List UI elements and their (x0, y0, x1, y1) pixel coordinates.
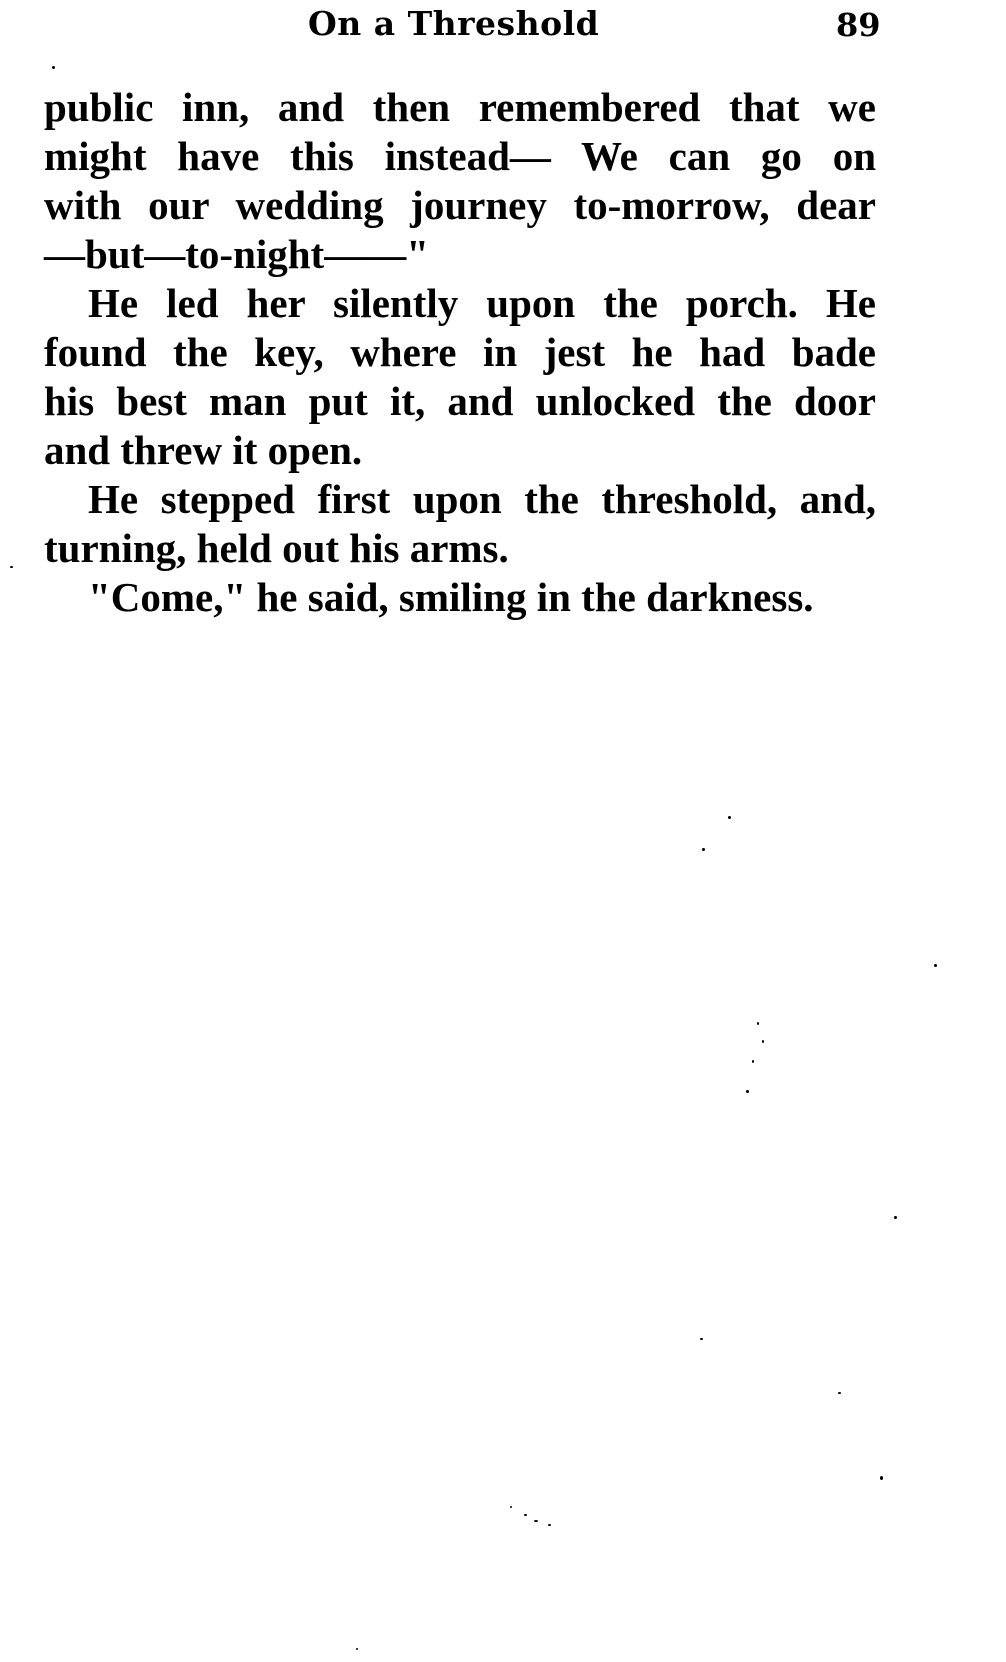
running-head (0, 4, 1006, 54)
scan-speck (700, 1338, 703, 1340)
scan-speck (746, 1090, 749, 1093)
text-line: with our wedding journey to-morrow, dear (44, 182, 876, 228)
paragraph (44, 573, 876, 622)
scan-speck (534, 1520, 538, 1522)
scan-speck (702, 848, 705, 851)
text-line: —but—to-night——" (44, 231, 429, 277)
text-line: "Come," he said, smiling in the darkness. (88, 574, 814, 620)
scan-speck (52, 66, 55, 69)
text-line: public inn, and then remembered that we (44, 84, 876, 130)
scan-speck (934, 964, 937, 967)
scan-speck (548, 1524, 551, 1526)
scan-speck (752, 1060, 754, 1063)
page-number: 89 (836, 6, 881, 44)
paragraph (44, 83, 876, 279)
text-line: He stepped first upon the threshold, and, (88, 476, 876, 522)
scan-speck (356, 1648, 358, 1650)
scan-speck (728, 816, 731, 819)
text-line: might have this instead— We can go on (44, 133, 876, 179)
scan-speck (524, 1514, 527, 1516)
scan-speck (510, 1506, 512, 1508)
text-line: found the key, where in jest he had bade (44, 329, 876, 375)
scan-speck (10, 566, 13, 568)
scan-speck (838, 1392, 841, 1394)
text-line: his best man put it, and unlocked the door (44, 378, 876, 424)
paragraph (44, 279, 876, 475)
text-line: turning, held out his arms. (44, 525, 509, 571)
paragraph (44, 475, 876, 573)
scan-speck (757, 1022, 759, 1025)
scan-speck (894, 1216, 897, 1219)
running-title: On a Threshold (308, 4, 600, 43)
text-line: and threw it open. (44, 427, 363, 473)
scan-speck (880, 1476, 883, 1480)
body-text (44, 83, 876, 622)
text-line: He led her silently upon the porch. He (88, 280, 876, 326)
scan-speck (762, 1040, 764, 1043)
